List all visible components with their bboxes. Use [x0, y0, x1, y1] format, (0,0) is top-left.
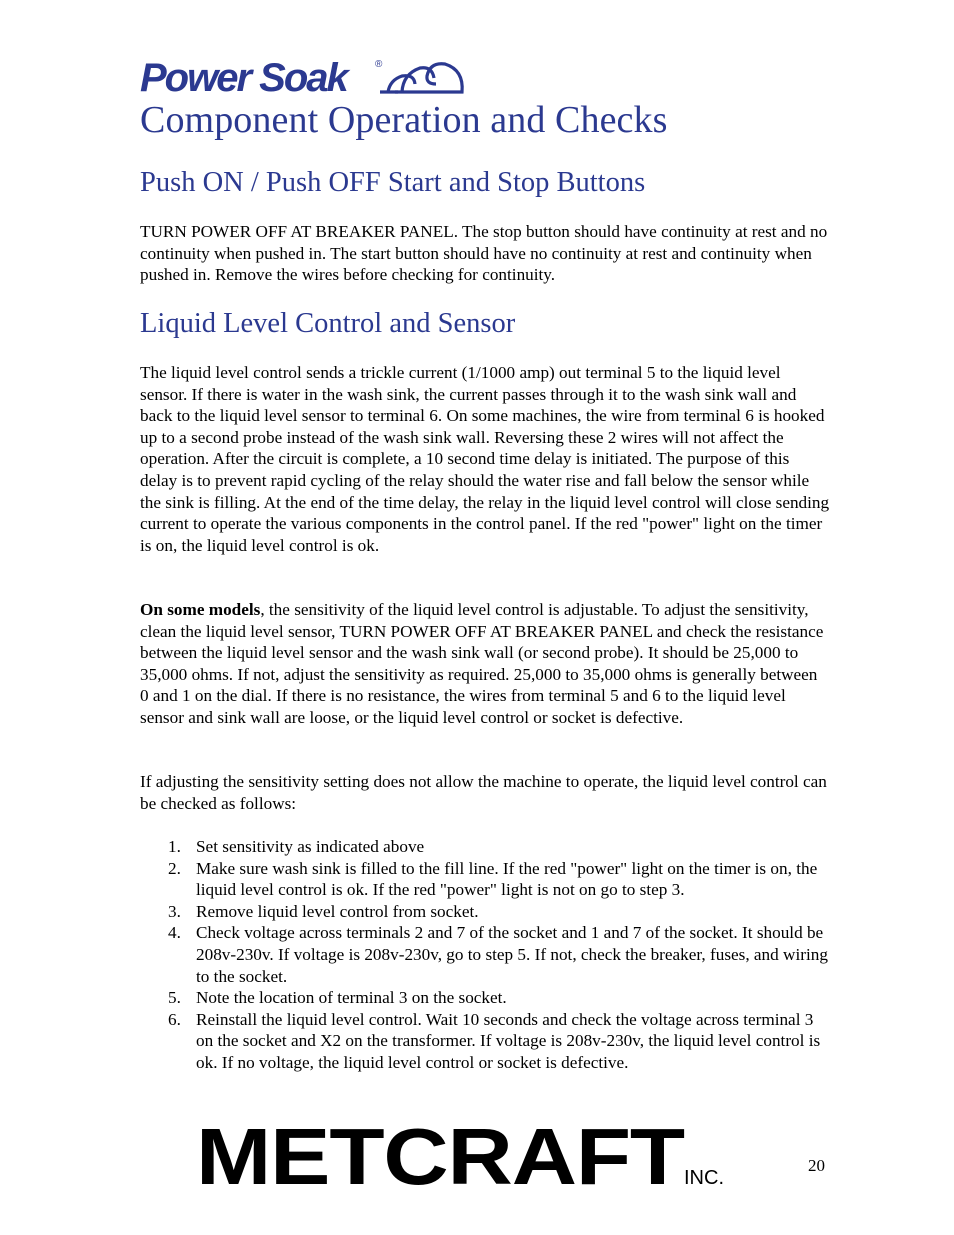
step-number: 1.: [168, 837, 181, 856]
list-item: [140, 922, 830, 987]
check-intro-paragraph: If adjusting the sensitivity setting does not allow the machine to operate, the liquid level control can be checked as follows:: [140, 772, 827, 813]
sensitivity-paragraph: [140, 599, 830, 729]
section-heading-buttons: Push ON / Push OFF Start and Stop Buttons: [140, 167, 646, 198]
step-number: 5.: [168, 988, 181, 1008]
page-title: Component Operation and Checks: [140, 99, 668, 141]
step-text: Check voltage across terminals 2 and 7 of the socket and 1 and 7 of the socket. It should be 208v-230v. If voltage is 208v-230v, go to step 5. If not, check the breaker, fuses, and wiring to the socket.: [196, 923, 828, 986]
step-text: Set sensitivity as indicated above: [196, 837, 425, 856]
list-item: [140, 1009, 830, 1074]
step-number: 3.: [168, 901, 181, 921]
list-item: [140, 987, 830, 1009]
page-number: 20: [808, 1156, 825, 1175]
check-steps-list: [140, 836, 830, 1074]
step-number: 4.: [168, 923, 181, 943]
step-text: Remove liquid level control from socket.: [196, 901, 479, 921]
sensitivity-body: , the sensitivity of the liquid level control is adjustable. To adjust the sensitivity, clean the liquid level sensor, TURN POWER OFF AT BREAKER PANEL and check the resistance between the liquid level sensor and the wash sink wall (or second probe). It should be 25,000 to 35,000 ohms. If not, adjust the sensitivity as required. 25,000 to 35,000 ohms is generally between 0 and 1 on the dial. If there is no resistance, the wires from terminal 5 and 6 to the liquid level sensor and sink wall are loose, or the liquid level control or socket is defective.: [140, 600, 824, 727]
step-number: 6.: [168, 1009, 181, 1029]
step-number: 2.: [168, 858, 181, 878]
list-item: [140, 901, 830, 923]
liquid-level-paragraph: The liquid level control sends a trickle current (1/1000 amp) out terminal 5 to the liquid level sensor. If there is water in the wash sink, the current passes through it to the wash sink wall and back to the liquid level sensor to terminal 6. On some machines, the wire from terminal 6 is hooked up to a second probe instead of the wash sink wall. Reversing these 2 wires will not affect the operation. After the circuit is complete, a 10 second time delay is initiated. The purpose of this delay is to prevent rapid cycling of the relay should the water rise and fall below the sensor while the sink is filling. At the end of the time delay, the relay in the liquid level control will close sending current to operate the various components in the control panel. If the red "power" light on the timer is on, the liquid level control is ok.: [140, 363, 830, 555]
step-text: Make sure wash sink is filled to the fill line. If the red "power" light on the timer is on, the liquid level control is ok. If the red "power" light is not on go to step 3.: [196, 858, 818, 900]
list-item: [140, 836, 830, 858]
metcraft-wordmark: METCRAFT: [196, 1118, 686, 1190]
list-item: [140, 858, 830, 901]
wave-swirl-icon: [380, 64, 462, 92]
metcraft-logo: [196, 1118, 736, 1190]
inc-suffix: INC.: [684, 1167, 724, 1189]
registered-mark: ®: [375, 59, 383, 70]
brand-wordmark: Power Soak: [140, 56, 347, 96]
step-text: Note the location of terminal 3 on the socket.: [196, 988, 507, 1008]
buttons-paragraph: TURN POWER OFF AT BREAKER PANEL. The stop button should have continuity at rest and no continuity when pushed in. The start button should have no continuity at rest and continuity when pushed in. Remove the wires before checking for continuity.: [140, 222, 828, 285]
step-text: Reinstall the liquid level control. Wait 10 seconds and check the voltage across terminal 3 on the socket and X2 on the transformer. If voltage is 208v-230v, the liquid level control is ok. If no voltage, the liquid level control or socket is defective.: [196, 1009, 821, 1072]
sensitivity-lead: On some models: [140, 600, 261, 619]
power-soak-logo: [140, 54, 470, 96]
section-heading-liquid-level: Liquid Level Control and Sensor: [140, 308, 516, 339]
